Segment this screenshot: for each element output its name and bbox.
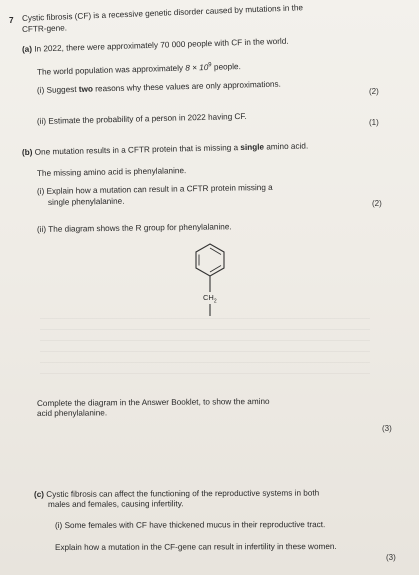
part-a-i — [37, 80, 281, 96]
part-a-ii-label: (ii) — [36, 116, 47, 126]
part-a-text-1: In 2022, there were approximately 70 000 people with CF in the world. — [34, 36, 289, 54]
ch2-subscript: 2 — [213, 298, 217, 305]
benzene-ring-structure — [190, 242, 230, 322]
part-a-i-label: (i) — [36, 85, 45, 95]
part-a-label: (a) — [21, 44, 33, 54]
question-intro-line-2: CFTR-gene. — [21, 23, 68, 34]
part-a-ii-text: Estimate the probability of a person in 2022 having CF. — [48, 111, 247, 126]
part-b-label: (b) — [21, 147, 33, 157]
part-a-i-text-pre: Suggest — [46, 84, 79, 95]
part-c-text-1: Cystic fibrosis can affect the functioning of the reproductive systems in both — [46, 488, 320, 499]
part-b-text-bold: single — [240, 142, 265, 153]
part-a-ii — [37, 112, 247, 127]
ch2-label — [203, 293, 217, 307]
phenylalanine-r-group-diagram — [190, 242, 230, 327]
part-b-i-line-1 — [37, 183, 273, 197]
part-c-i-text: Some females with CF have thickened mucus in their reproductive tract. — [64, 520, 326, 530]
part-b-i-line-2: single phenylalanine. — [47, 196, 125, 207]
part-b-complete-line-1: Complete the diagram in the Answer Booklet, to show the amino — [36, 396, 270, 408]
part-b-ii-label: (ii) — [36, 224, 47, 234]
population-exponent: 9 — [208, 62, 212, 69]
part-b-line-2: The missing amino acid is phenylalanine. — [36, 166, 187, 178]
part-b-i-text-1: Explain how a mutation can result in a CFTR protein missing a — [46, 182, 273, 196]
population-prefix: The world population was approximately — [36, 63, 186, 77]
question-number: 7 — [9, 16, 14, 25]
part-c-line-2: males and females, causing infertility. — [47, 499, 184, 509]
part-a-i-text-bold: two — [78, 84, 94, 94]
part-a-i-text-post: reasons why these values are only approximations. — [92, 79, 281, 94]
part-a-line-1 — [22, 37, 289, 55]
part-b-ii-marks: (3) — [382, 424, 392, 433]
part-b-text-pre: One mutation results in a CFTR protein that is missing a — [34, 143, 241, 157]
show-through-shadow — [40, 318, 370, 378]
part-b-ii-text: The diagram shows the R group for phenylalanine. — [48, 222, 232, 234]
part-b-i-marks: (2) — [372, 199, 382, 208]
population-value: 8 × 10 — [185, 62, 209, 73]
part-a-i-marks: (2) — [369, 87, 379, 96]
part-b-ii — [37, 222, 232, 235]
part-b-line-1 — [22, 142, 308, 158]
population-suffix: people. — [211, 62, 241, 72]
part-c-explain: Explain how a mutation in the CF-gene can result in infertility in these women. — [54, 542, 337, 552]
part-c-i — [55, 520, 325, 531]
part-c-i-marks: (3) — [386, 553, 396, 562]
part-a-line-2 — [37, 59, 241, 77]
ch2-text: CH — [203, 293, 214, 302]
part-b-complete-line-2: acid phenylalanine. — [36, 408, 108, 418]
part-c-line-1 — [34, 489, 319, 500]
part-b-i-label: (i) — [36, 186, 45, 196]
part-a-ii-marks: (1) — [369, 118, 379, 127]
part-c-i-label: (i) — [54, 520, 63, 530]
part-c-label: (c) — [33, 489, 45, 499]
part-b-text-post: amino acid. — [263, 141, 309, 152]
question-intro-line-1: Cystic fibrosis (CF) is a recessive genetic disorder caused by mutations in the — [21, 3, 304, 23]
